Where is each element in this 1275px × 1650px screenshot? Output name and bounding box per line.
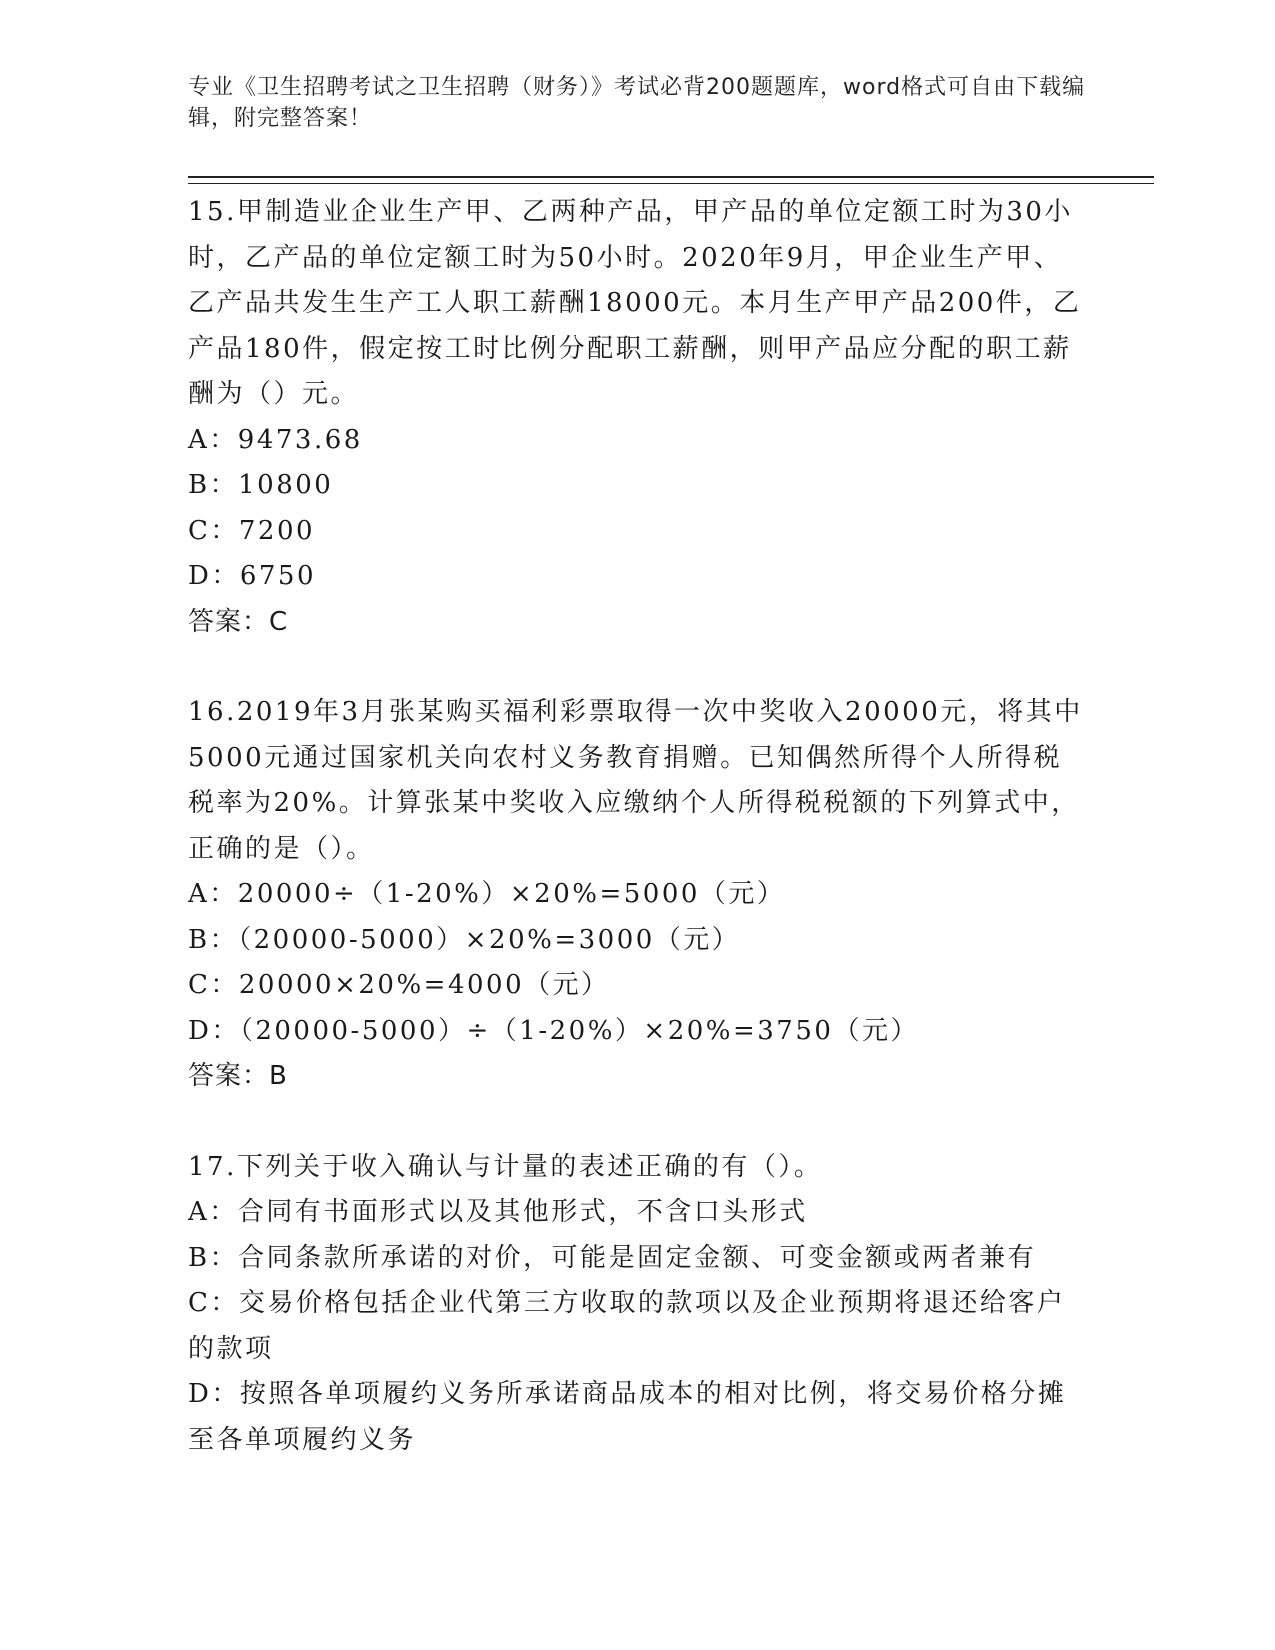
- option-b: B：（20000-5000）×20%=3000（元）: [188, 924, 741, 955]
- answer-line: 答案：C: [188, 606, 289, 637]
- question-17: [188, 1145, 1088, 1464]
- option-d: D：6750: [188, 561, 317, 591]
- question-list: [188, 190, 1088, 1463]
- option-c: C：20000×20%=4000（元）: [188, 970, 610, 1000]
- option-a: A：20000÷（1-20%）×20%=5000（元）: [188, 879, 786, 909]
- question-spacer: [188, 645, 1088, 690]
- header-divider-thin: [188, 183, 1154, 184]
- question-stem: 16.2019年3月张某购买福利彩票取得一次中奖收入20000元，将其中5000元通过国家机关向农村义务教育捐赠。已知偶然所得个人所得税税率为20%。计算张某中奖收入应缴纳个人所得税税额的下列算式中，正确的是（）。: [188, 697, 1083, 864]
- question-16: [188, 690, 1088, 1100]
- question-15: [188, 190, 1088, 645]
- option-d: D：按照各单项履约义务所承诺商品成本的相对比例，将交易价格分摊至各单项履约义务: [188, 1379, 1067, 1455]
- question-stem: 17.下列关于收入确认与计量的表述正确的有（）。: [188, 1151, 823, 1182]
- option-a: A：合同有书面形式以及其他形式，不含口头形式: [188, 1197, 808, 1227]
- question-spacer: [188, 1100, 1088, 1145]
- option-b: B：10800: [188, 470, 334, 500]
- option-b: B：合同条款所承诺的对价，可能是固定金额、可变金额或两者兼有: [188, 1242, 1037, 1273]
- option-d: D：（20000-5000）÷（1-20%）×20%=3750（元）: [188, 1015, 919, 1046]
- document-header: 专业《卫生招聘考试之卫生招聘（财务）》考试必背200题题库，word格式可自由下载编辑，附完整答案！: [188, 75, 1086, 131]
- option-c: C：7200: [188, 515, 316, 546]
- question-stem: 15.甲制造业企业生产甲、乙两种产品，甲产品的单位定额工时为30小时，乙产品的单位定额工时为50小时。2020年9月，甲企业生产甲、乙产品共发生生产工人职工薪酬18000元。本月生产甲产品200件，乙产品180件，假定按工时比例分配职工薪酬，则甲产品应分配的职工薪酬为（）元。: [188, 197, 1082, 409]
- option-c: C：交易价格包括企业代第三方收取的款项以及企业预期将退还给客户的款项: [188, 1288, 1066, 1364]
- answer-line: 答案：B: [188, 1061, 288, 1091]
- option-a: A：9473.68: [188, 424, 363, 455]
- header-divider-thick: [188, 176, 1154, 178]
